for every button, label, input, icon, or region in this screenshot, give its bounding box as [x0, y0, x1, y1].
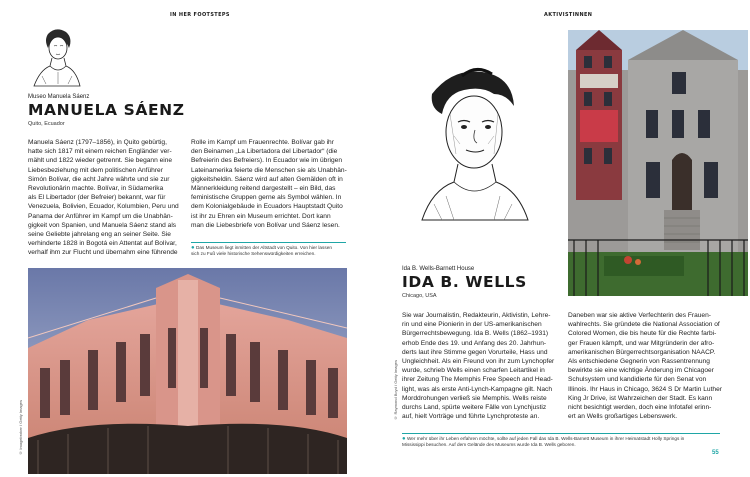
- running-head-right: AKTIVISTINNEN: [544, 12, 593, 18]
- right-column-1: Sie war Journalistin, Redakteurin, Aktivistin, Lehre- rin und eine Pionierin in der US-amerikanischen Bürgerrechtsbewegung. Ida B. Wells (1862–1931) erhob Ende des 19. und Anfang des 20. Jahrhun- derts laut ihre Stimme gegen Vorurteile, Hass und Ungleichheit. Als ein Freund von ihr zum Lynchopfer wurde, schrieb Wells einen scharfen Leitartikel in ihrer Zeitung The Memphis Free Speech and Head- light, was als erste Anti-Lynch-Kampagne gilt. Nach Morddrohungen verließ sie Memphis. Wells reiste durchs Land, spürte weitere Fälle von Lynchjustiz auf, hielt Vorträge und führte Lynchproteste an.: [402, 312, 555, 421]
- left-caption-rule: [191, 242, 346, 243]
- right-caption: ● Wer mehr über ihr Leben erfahren möchte, sollte auf jeden Fall das Ida B. Wells-Barnett Museum in ihrer Heimatstadt Holly Springs in Mississippi besuchen. Auf dem Gelände des Museums wurde Ida B. Wells geboren.: [402, 436, 685, 447]
- ida-b-wells-portrait-illustration: [402, 64, 542, 224]
- left-title: MANUELA SÁENZ: [28, 101, 185, 119]
- left-caption: ● Das Museum liegt inmitten der Altstadt von Quito. Von hier lassen sich zu Fuß viele historische Sehenswürdigkeiten erreichen.: [191, 245, 332, 256]
- right-location: Chicago, USA: [402, 293, 437, 299]
- right-caption-rule: [402, 433, 720, 434]
- location-pin-icon: ●: [191, 245, 195, 251]
- left-photo-credit: © Imagebroker / Getty Images: [18, 400, 23, 456]
- left-column-1: Manuela Sáenz (1797–1856), in Quito gebürtig, hatte sich 1817 mit einem reichen Engländer ver- mählt und 1822 wieder getrennt. Sie begann eine Liebesbeziehung mit dem politischen Anführer Simón Bolívar, die acht Jahre währte und sie zur Revolutionärin machte. Bolívar, in Südamerika als El Libertador (der Befreier) bekannt, war für Venezuela, Bolivien, Ecuador, Kolumbien, Peru und Panama der Anführer im Kampf um die Unabhän- gigkeit von Spanien, und Manuela Sáenz stand als seine Geliebte jahrelang eng an seiner Seite. Sie verhinderte 1828 in Bogotá ein Attentat auf Bolívar, verhalf ihm zur Flucht und übernahm eine führende: [28, 139, 179, 257]
- location-pin-icon: ●: [402, 436, 406, 442]
- left-subtitle: Museo Manuela Sáenz: [28, 94, 90, 100]
- left-location: Quito, Ecuador: [28, 121, 65, 127]
- running-head-left: IN HER FOOTSTEPS: [170, 12, 230, 18]
- manuela-saenz-portrait-illustration: [28, 24, 86, 90]
- right-photo-credit: © Raymond Boyd / Getty Images: [393, 360, 398, 421]
- museum-building-photo: [28, 268, 347, 474]
- page-number: 55: [712, 450, 719, 456]
- left-column-2: Rolle im Kampf um Frauenrechte. Bolívar gab ihr den Beinamen „La Libertadora del Libertador“ (die Befreierin des Befreiers). In Ecuador wie im übrigen Lateinamerika feierte die Menschen sie als Unabhän- gigkeitsheldin. Sáenz wird auf alten Gemälden oft in Männerkleidung reitend dargestellt – ein Bild, das feministische Gruppen gerne als Symbol wählen. In dem Kolonialgebäude in Ecuadors Hauptstadt Quito ist ihr zu Ehren ein Museum errichtet. Dort kann man die Liebesbriefe von Bolívar und Sáenz lesen.: [191, 139, 347, 229]
- right-subtitle: Ida B. Wells-Barnett House: [402, 266, 475, 272]
- right-column-2: Daneben war sie aktive Verfechterin des Frauen- wahlrechts. Sie gründete die National Association of Colored Women, die bis heute für die Rechte farbi- ger Frauen kämpft, und war Mitgründerin der afro- amerikanischen Bürgerrechtsorganisation NAACP. Als entschiedene Gegnerin von Rassentrennung bewirkte sie eine wichtige Änderung im Chicagoer Schulsystem und kandidierte für den Senat von Illinois. Ihr Haus in Chicago, 3624 S Dr Martin Luther King Jr Drive, ist Wahrzeichen der Stadt. Es kann nicht besichtigt werden, doch eine Infotafel erinn- ert an Wells großartiges Lebenswerk.: [568, 312, 722, 421]
- wells-barnett-house-photo: [568, 30, 748, 296]
- right-title: IDA B. WELLS: [402, 273, 527, 291]
